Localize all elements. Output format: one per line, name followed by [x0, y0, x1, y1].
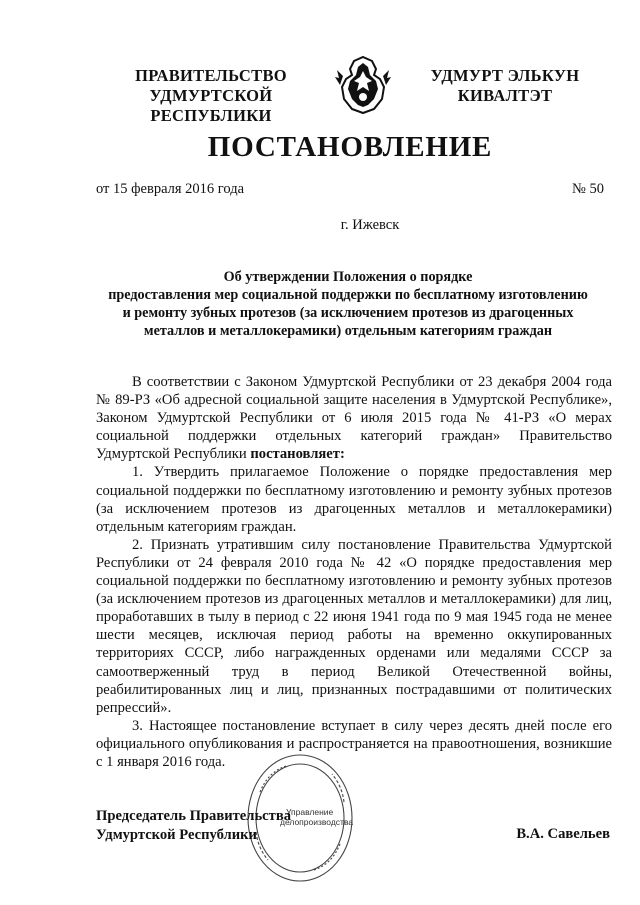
stamp-line2: делопроизводства [280, 817, 354, 827]
header-right-line1: УДМУРТ ЭЛЬКУН [430, 66, 580, 85]
header-right [420, 66, 590, 106]
item-3-paragraph: 3. Настоящее постановление вступает в силу через десять дней после его официального опубликования и распространяется на правоотношения, возникшие с 1 января 2016 года. [96, 717, 612, 770]
preamble-text: В соответствии с Законом Удмуртской Республики от 23 декабря 2004 года № 89-РЗ «Об адресной социальной защите населения в Удмуртской Республике», Законом Удмуртской Республики от 6 июля 2015 года № 41-РЗ «О мерах социальной поддержки отдельных категорий граждан» Правительство Удмуртской Республики [96, 374, 612, 463]
udmurt-republic-coat-of-arms-icon [334, 55, 392, 115]
signatory-position-line2: Удмуртской Республики [96, 827, 257, 843]
preamble-resolves: постановляет: [250, 446, 345, 463]
header-left-line2: УДМУРТСКОЙ РЕСПУБЛИКИ [149, 86, 273, 125]
signatory-position-line1: Председатель Правительства [96, 808, 292, 824]
subject-line: и ремонту зубных протезов (за исключением протезов из драгоценных [122, 305, 574, 321]
subject-line: металлов и металлокерамики) отдельным категориям граждан [143, 323, 553, 339]
document-number: № 50 [572, 181, 604, 197]
subject-line: Об утверждении Положения о порядке [223, 269, 473, 285]
stamp-line1: Управление [286, 807, 334, 817]
document-subject [96, 268, 600, 340]
header-left-line1: ПРАВИТЕЛЬСТВО [135, 66, 287, 85]
signatory-name: В.А. Савельев [516, 826, 610, 842]
document-date: от 15 февраля 2016 года [96, 181, 245, 197]
signatory-position [96, 807, 291, 845]
header-right-line2: КИВАЛТЭТ [457, 86, 553, 105]
item-2-paragraph: 2. Признать утратившим силу постановление Правительства Удмуртской Республики от 24 февраля 2010 года № 42 «О порядке предоставления мер социальной поддержки по бесплатному изготовлению и ремонту зубных протезов (за исключением протезов из драгоценных металлов и металлокерамики) для лиц, проработавших в тылу в период с 22 июня 1941 года по 9 мая 1945 года не менее шести месяцев, исключая период работы на временно оккупированных территориях СССР, либо награжденных орденами или медалями СССР за самоотверженный труд в период Великой Отечественной войны, реабилитированных лиц и лиц, признанных пострадавшими от политических репрессий». [96, 536, 612, 716]
document-title: ПОСТАНОВЛЕНИЕ [207, 131, 493, 163]
header-left [96, 66, 326, 126]
document-body [96, 373, 612, 771]
subject-line: предоставления мер социальной поддержки по бесплатному изготовлению [108, 287, 588, 303]
document-city: г. Ижевск [340, 217, 400, 233]
preamble-paragraph [96, 373, 612, 463]
item-1-paragraph: 1. Утвердить прилагаемое Положение о порядке предоставления мер социальной поддержки по бесплатному изготовлению и ремонту зубных протезов (за исключением протезов из драгоценных металлов и металлокерамики) отдельным категориям граждан. [96, 464, 612, 535]
